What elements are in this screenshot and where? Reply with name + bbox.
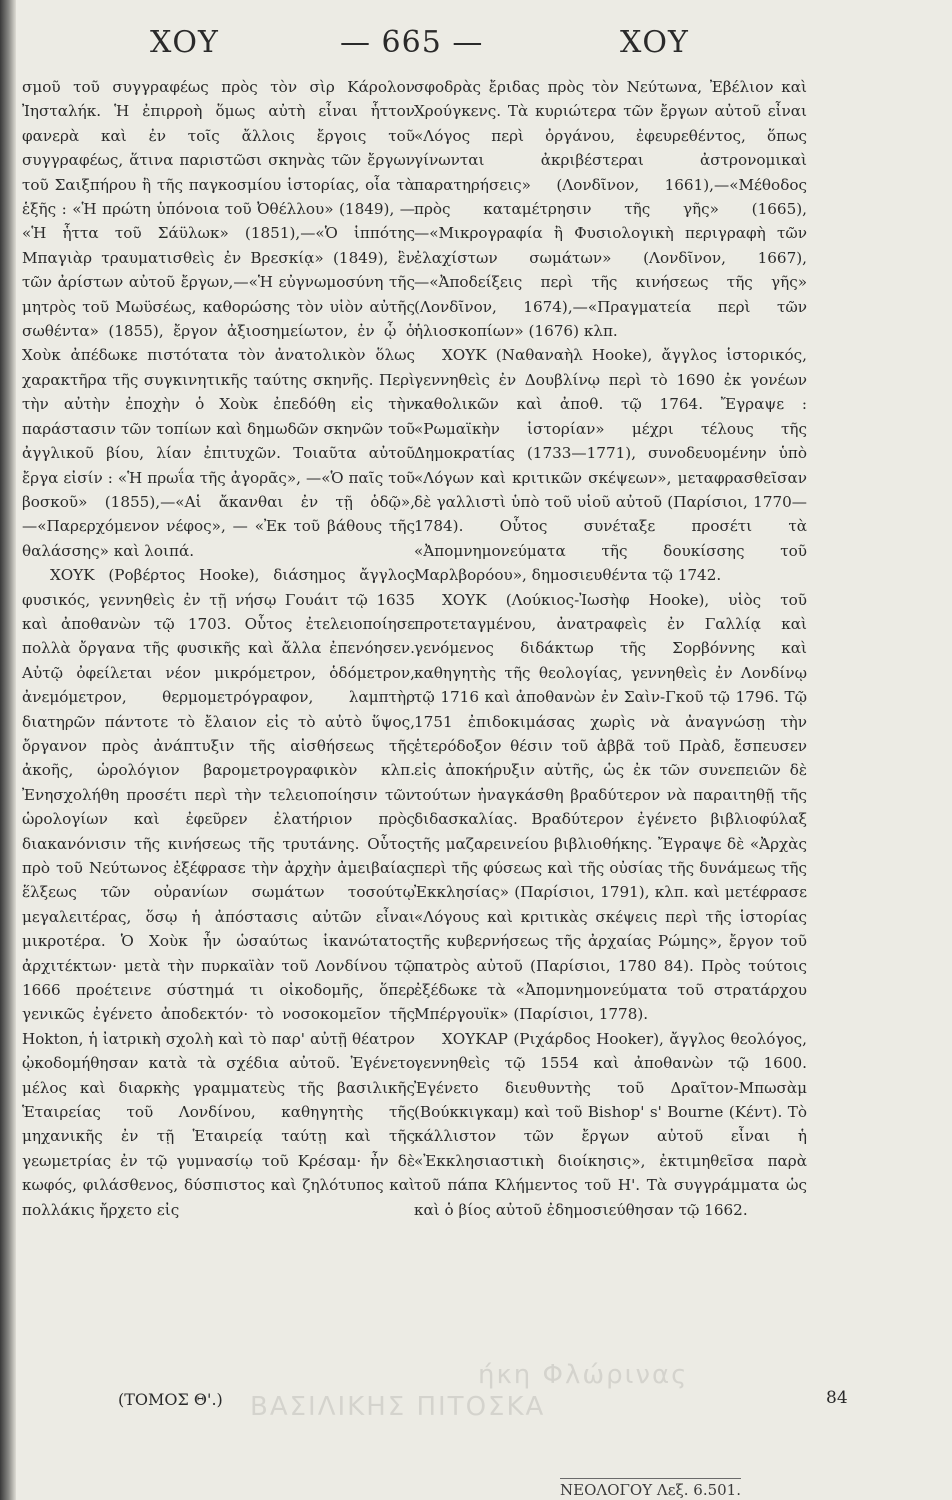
page-number: — 665 — xyxy=(340,25,484,60)
entry-paragraph: σφοδρὰς ἔριδας πρὸς τὸν Νεύτωνα, Ἐβέλιον καὶ Χρούγκενς. Τὰ κυριώτερα τῶν ἔργων αὐτοῦ εἶναι «Λόγος περὶ ὀργάνου, ἐφευρεθέντος, ὅπως γίνωνται ἀκριβέστεραι ἀστρονομικαὶ παρατηρήσεις» (Λονδῖνον, 1661),—«Μέθοδος πρὸς καταμέτρησιν τῆς γῆς» (1665),—«Μικρογραφία ἢ Φυσιολογικὴ περιγραφὴ τῶν ἐλαχίστων σωμάτων» (Λονδῖνον, 1667),—«Ἀποδείξεις περὶ τῆς κινήσεως τῆς γῆς» (Λονδῖνον, 1674),—«Πραγματεία περὶ τῶν ἡλιοσκοπίων» (1676) κλπ. xyxy=(414,78,807,341)
running-head-right: ΧΟΥ xyxy=(620,25,689,60)
bottom-strip: ΝΕΟΛΟΓΟΥ Λεξ. 6.501. xyxy=(560,1478,741,1499)
left-column xyxy=(22,75,415,1222)
book-binding-edge xyxy=(0,0,16,1500)
signature-mark: 84 xyxy=(826,1388,848,1408)
right-column xyxy=(414,75,807,1222)
entry-paragraph: ΧΟΥΚ (Ναθαναὴλ Hooke), ἄγγλος ἱστορικός, γεννηθεὶς ἐν Δουβλίνῳ περὶ τὸ 1690 ἐκ γονέων καθολικῶν καὶ ἀποθ. τῷ 1764. Ἔγραψε : «Ρωμαϊκὴν ἱστορίαν» μέχρι τέλους τῆς Δημοκρατίας (1733—1771), συνοδευομένην ὑπὸ «Λόγων καὶ κριτικῶν σκέψεων», μεταφρασθεῖσαν δὲ γαλλιστὶ ὑπὸ τοῦ υἱοῦ αὐτοῦ (Παρίσιοι, 1770—1784). Οὗτος συνέταξε προσέτι τὰ «Ἀπομνημονεύματα τῆς δουκίσσης τοῦ Μαρλβορόου», δημοσιευθέντα τῷ 1742. xyxy=(414,346,807,585)
entry-paragraph: ΧΟΥΚ (Λούκιος-Ἰωσὴφ Hooke), υἱὸς τοῦ προτεταγμένου, ἀνατραφεὶς ἐν Γαλλίᾳ καὶ γενόμενος διδάκτωρ τῆς Σορβόννης καὶ καθηγητὴς τῆς θεολογίας, γεννηθεὶς ἐν Λονδίνῳ τῷ 1716 καὶ ἀποθανὼν ἐν Σαὶν-Γκοῦ τῷ 1796. Τῷ 1751 ἐπιδοκιμάσας χωρὶς νὰ ἀναγνώσῃ τὴν ἑτερόδοξον θέσιν τοῦ ἀββᾶ τοῦ Πρὰδ, ἔσπευσεν εἰς ἀποκήρυξιν αὐτῆς, ὡς ἐκ τῶν συνεπειῶν δὲ τούτων ἠναγκάσθη βραδύτερον νὰ παραιτηθῇ τῆς διδασκαλίας. Βραδύτερον ἐγένετο βιβλιοφύλαξ τῆς μαζαρεινείου βιβλιοθήκης. Ἔγραψε δὲ «Ἀρχὰς περὶ τῆς φύσεως καὶ τῆς οὐσίας τῆς δυνάμεως τῆς Ἐκκλησίας» (Παρίσιοι, 1791), κλπ. καὶ μετέφρασε «Λόγους καὶ κριτικὰς σκέψεις περὶ τῆς ἱστορίας τῆς κυβερνήσεως τῆς ἀρχαίας Ρώμης», ἔργον τοῦ πατρὸς αὐτοῦ (Παρίσιοι, 1780 84). Πρὸς τούτοις ἐξέδωκε τὰ «Ἀπομνημονεύματα τοῦ στρατάρχου Μπέργουϊκ» (Παρίσιοι, 1778). xyxy=(414,590,807,1024)
entry-paragraph: ΧΟΥΚΑΡ (Ριχάρδος Hooker), ἄγγλος θεολόγος, γεννηθεὶς τῷ 1554 καὶ ἀποθανὼν τῷ 1600. Ἐγένετο διευθυντὴς τοῦ Δραῖτον-Μπωσὰμ (Βούκκιγκαμ) καὶ τοῦ Bishop' s' Bourne (Κέντ). Τὸ κάλλιστον τῶν ἔργων αὐτοῦ εἶναι ἡ «Ἐκκλησιαστικὴ διοίκησις», ἐκτιμηθεῖσα παρὰ τοῦ πάπα Κλήμεντος τοῦ Η'. Τὰ συγγράμματα ὡς καὶ ὁ βίος αὐτοῦ ἐδημοσιεύθησαν τῷ 1662. xyxy=(414,1029,807,1219)
running-head-left: ΧΟΥ xyxy=(150,25,219,60)
page-header xyxy=(0,18,952,68)
library-watermark: ήκη Φλώρινας xyxy=(478,1360,689,1390)
volume-label: (ΤΟΜΟΣ Θ'.) xyxy=(118,1390,223,1409)
library-watermark: ΒΑΣΙΛΙΚΗΣ ΠΙΤΟΣΚΑ xyxy=(250,1392,546,1422)
entry-paragraph: ΧΟΥΚ (Ροβέρτος Hooke), διάσημος ἄγγλος φυσικός, γεννηθεὶς ἐν τῇ νήσῳ Γουάιτ τῷ 1635 καὶ ἀποθανὼν τῷ 1703. Οὗτος ἐτελειοποίησε πολλὰ ὄργανα τῆς φυσικῆς καὶ ἄλλα ἐπενόησεν. Αὐτῷ ὀφείλεται νέον μικρόμετρον, ὁδόμετρον, ἀνεμόμετρον, θερμομετρόγραφον, λαμπτὴρ διατηρῶν πάντοτε τὸ ἔλαιον εἰς τὸ αὐτὸ ὕψος, ὄργανον πρὸς ἀνάπτυξιν τῆς αἰσθήσεως τῆς ἀκοῆς, ὡρολόγιον βαρομετρογραφικὸν κλπ. Ἐνησχολήθη προσέτι περὶ τὴν τελειοποίησιν τῶν ὡρολογίων καὶ ἐφεῦρεν ἐλατήριον πρὸς διακανόνισιν τῆς κινήσεως τῆς τρυτάνης. Οὗτος πρὸ τοῦ Νεύτωνος ἐξέφρασε τὴν ἀρχὴν ἀμειβαίας ἕλξεως τῶν οὐρανίων σωμάτων τοσούτῳ μεγαλειτέρας, ὅσῳ ἡ ἀπόστασις αὐτῶν εἶναι μικροτέρα. Ὁ Χοὺκ ἦν ὡσαύτως ἱκανώτατος ἀρχιτέκτων· μετὰ τὴν πυρκαϊὰν τοῦ Λονδίνου τῷ 1666 προέτεινε σύστημά τι οἰκοδομῆς, ὅπερ γενικῶς ἐγένετο ἀποδεκτόν· τὸ νοσοκομεῖον τῆς Hokton, ἡ ἰατρικὴ σχολὴ καὶ τὸ παρ' αὐτῇ θέατρον ᾠκοδομήθησαν κατὰ τὰ σχέδια αὐτοῦ. Ἐγένετο μέλος καὶ διαρκὴς γραμματεὺς τῆς βασιλικῆς Ἑταιρείας τοῦ Λονδίνου, καθηγητὴς τῆς μηχανικῆς ἐν τῇ Ἑταιρείᾳ ταύτῃ καὶ τῆς γεωμετρίας ἐν τῷ γυμνασίῳ τοῦ Κρέσαμ· ἦν δὲ κωφός, φιλάσθενος, δύσπιστος καὶ ζηλότυπος καὶ πολλάκις ἤρχετο εἰς xyxy=(22,566,415,1219)
entry-paragraph: σμοῦ τοῦ συγγραφέως πρὸς τὸν σὶρ Κάρολον Ἰησταλήκ. Ἡ ἐπιρροὴ ὅμως αὐτὴ εἶναι ἧττον φανερὰ καὶ ἐν τοῖς ἄλλοις ἔργοις τοῦ συγγραφέως, ἅτινα παριστῶσι σκηνὰς τῶν ἔργων τοῦ Σαιξπήρου ἢ τῆς παγκοσμίου ἱστορίας, οἷα τὰ ἑξῆς : «Ἡ πρώτη ὑπόνοια τοῦ Ὀθέλλου» (1849), — «Ἡ ἧττα τοῦ Σάϋλωκ» (1851),—«Ὁ ἱππότης Μπαγιὰρ τραυματισθεὶς ἐν Βρεσκίᾳ» (1849), ἓν τῶν ἀρίστων αὐτοῦ ἔργων,—«Ἡ εὐγνωμοσύνη τῆς μητρὸς τοῦ Μωϋσέως, καθορώσης τὸν υἱὸν αὐτῆς σωθέντα» (1855), ἔργον ἀξιοσημείωτον, ἐν ᾧ ὁ Χοὺκ ἀπέδωκε πιστότατα τὸν ἀνατολικὸν ὅλως χαρακτῆρα τῆς συγκινητικῆς ταύτης σκηνῆς. Περὶ τὴν αὐτὴν ἐποχὴν ὁ Χοὺκ ἐπεδόθη εἰς τὴν παράστασιν τῶν τοπίων καὶ δημωδῶν σκηνῶν τοῦ ἀγγλικοῦ βίου, λίαν ἐπιτυχῶν. Τοιαῦτα αὐτοῦ ἔργα εἰσίν : «Ἡ πρωΐα τῆς ἀγορᾶς», —«Ὁ παῖς τοῦ βοσκοῦ» (1855),—«Αἱ ἄκανθαι ἐν τῇ ὁδῷ»,—«Παρερχόμενον νέφος», — «Ἐκ τοῦ βάθους τῆς θαλάσσης» καὶ λοιπά. xyxy=(22,78,415,560)
